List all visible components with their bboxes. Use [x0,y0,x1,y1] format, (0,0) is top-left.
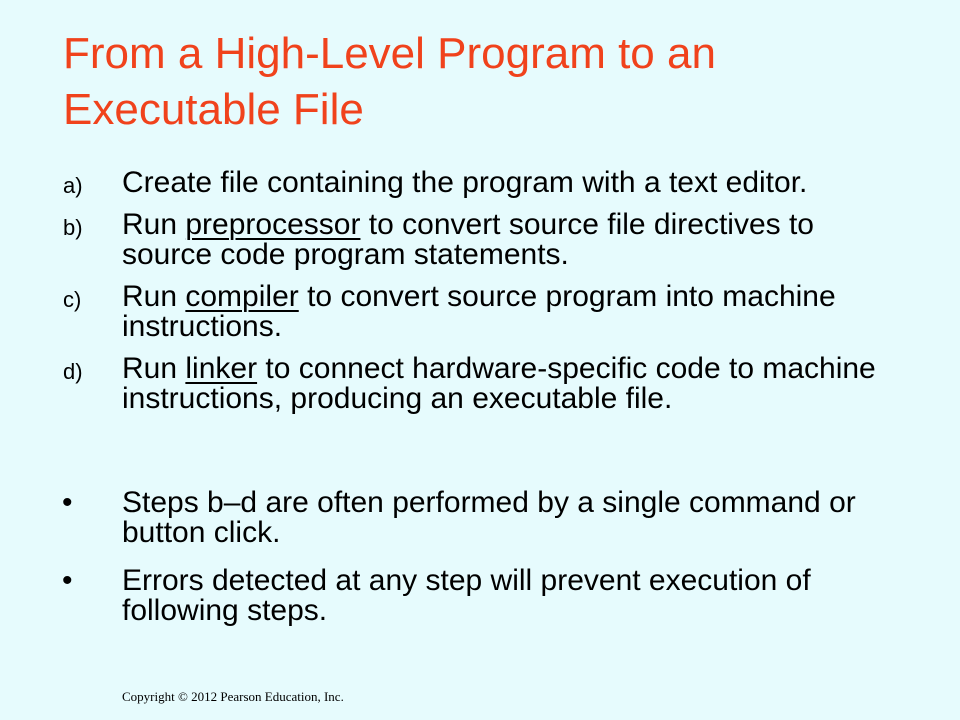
step-text-lead: Run [122,280,186,313]
step-term-compiler: compiler [185,280,299,313]
bullet-icon: • [62,486,73,519]
bullet-text: Errors detected at any step will prevent execution of following steps. [122,564,811,627]
step-marker: c) [63,287,82,312]
bullet-item [0,566,902,626]
copyright-footer: Copyright © 2012 Pearson Education, Inc. [122,689,344,704]
bullet-text: Steps b–d are often performed by a single command or button click. [122,486,856,549]
slide-title: From a High-Level Program to an Executable File [63,29,716,134]
step-text-rest: to convert source file directives to source code program statements. [122,208,814,271]
step-text: Create file containing the program with a text editor. [122,166,808,199]
step-term-preprocessor: preprocessor [185,208,361,241]
step-text-rest: to convert source program into machine instructions. [122,280,836,343]
bullet-icon: • [62,564,73,597]
step-marker: b) [63,215,83,240]
step-text-rest: to connect hardware-specific code to machine instructions, producing an executable file. [122,352,876,415]
bullet-item [0,488,902,548]
step-text-lead: Run [122,208,186,241]
step-marker: d) [63,359,83,384]
step-text-lead: Run [122,352,186,385]
step-list [0,168,960,426]
step-item-a [0,168,902,198]
bullet-list [0,488,960,644]
step-term-linker: linker [185,352,258,385]
step-item-d [0,354,902,414]
step-marker: a) [63,173,83,198]
step-item-b [0,210,902,270]
step-item-c [0,282,902,342]
